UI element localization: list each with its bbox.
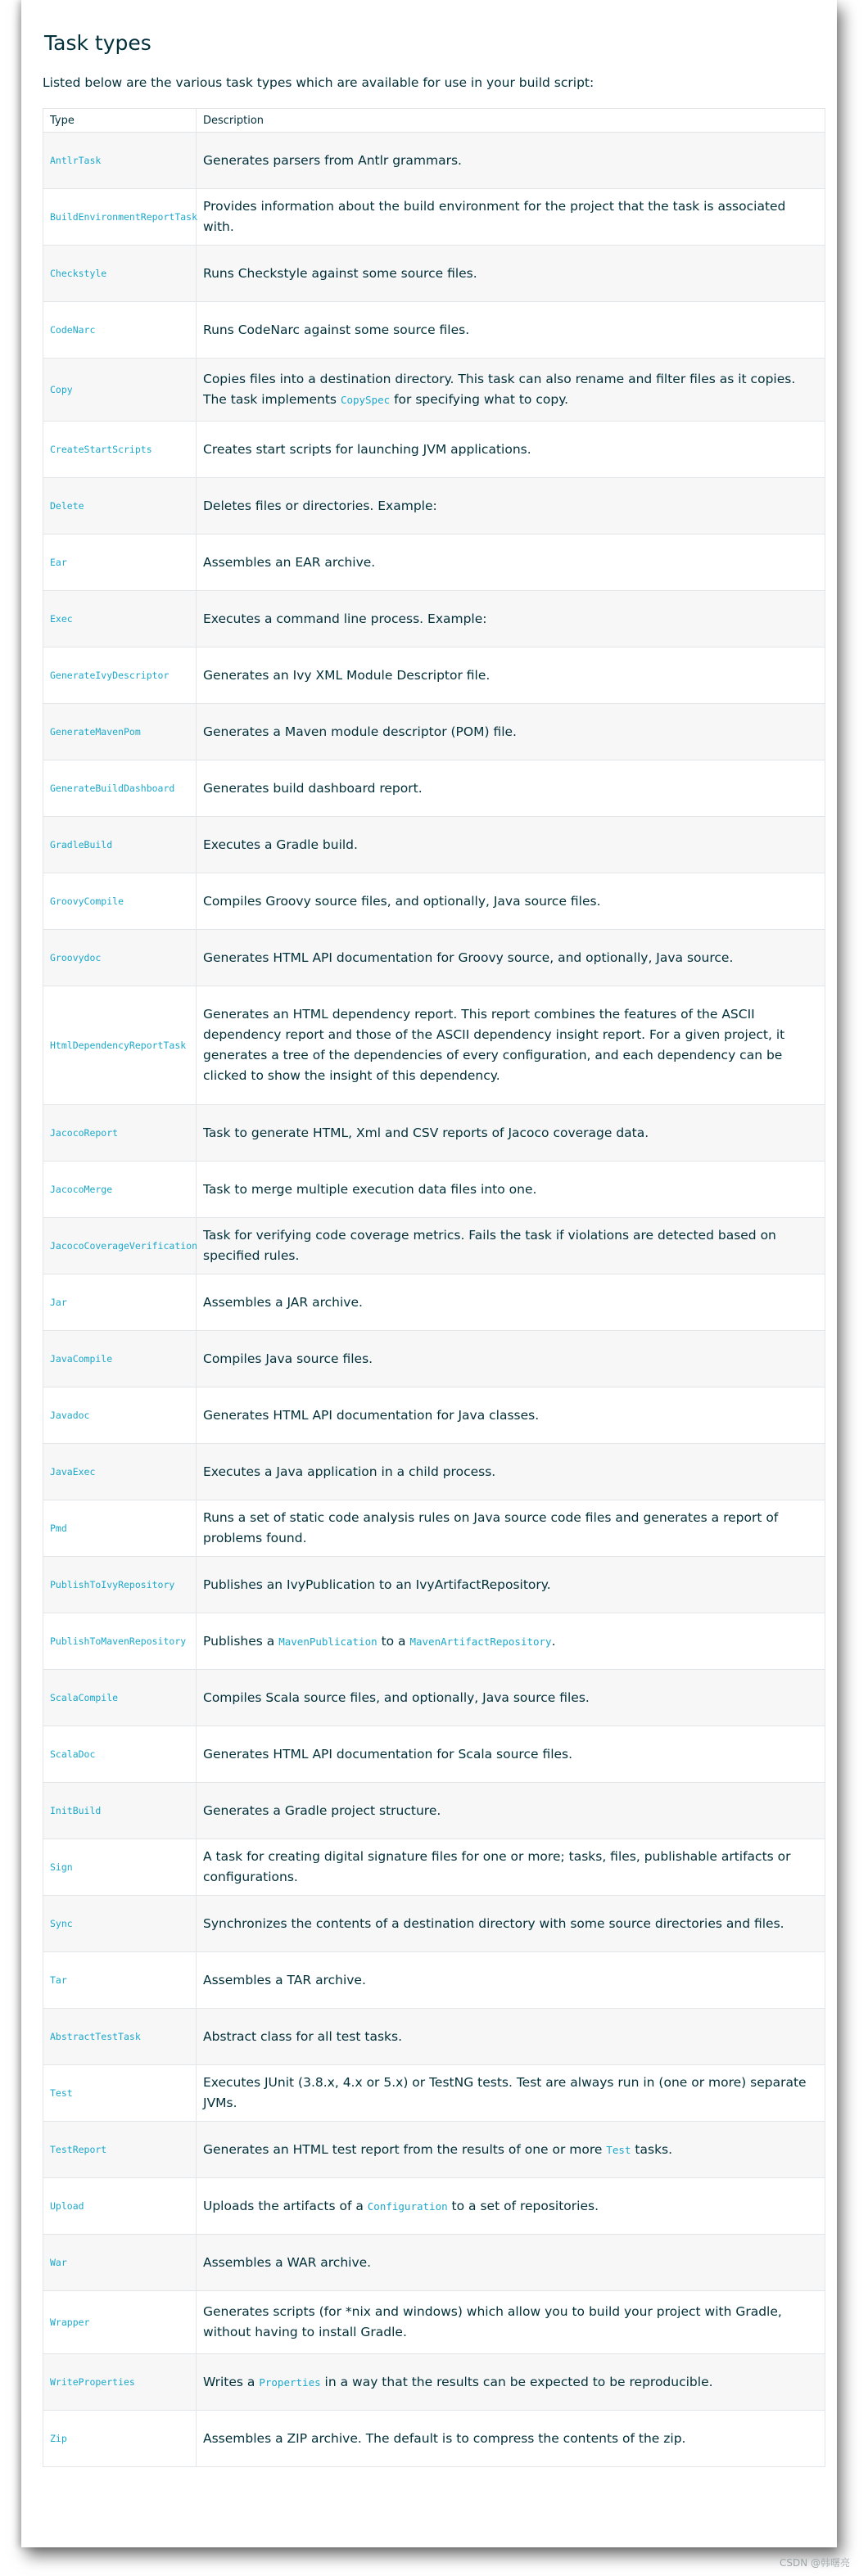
task-type-link[interactable]: Checkstyle <box>50 268 107 279</box>
description-text: Publishes a <box>203 1633 279 1649</box>
task-type-cell <box>43 1500 197 1557</box>
table-row <box>43 478 825 535</box>
task-type-cell <box>43 1726 197 1783</box>
task-type-link[interactable]: Copy <box>50 384 73 395</box>
task-type-link[interactable]: Sign <box>50 1861 73 1873</box>
description-cell <box>197 647 825 704</box>
task-type-cell <box>43 1670 197 1726</box>
description-cell <box>197 1105 825 1162</box>
description-text: . <box>551 1633 556 1649</box>
description-cell <box>197 1162 825 1218</box>
description-cell <box>197 2411 825 2467</box>
description-cell <box>197 535 825 591</box>
description-cell <box>197 2291 825 2354</box>
table-row <box>43 1670 825 1726</box>
task-type-cell <box>43 1783 197 1839</box>
description-text: in a way that the results can be expected to be reproducible. <box>320 2374 713 2389</box>
task-type-cell <box>43 591 197 647</box>
task-type-link[interactable]: Tar <box>50 1974 67 1986</box>
description-cell <box>197 478 825 535</box>
description-cell <box>197 133 825 189</box>
table-row <box>43 1500 825 1557</box>
description-cell <box>197 873 825 930</box>
task-type-link[interactable]: GenerateMavenPom <box>50 726 141 738</box>
task-type-link[interactable]: AbstractTestTask <box>50 2031 141 2042</box>
task-type-cell <box>43 930 197 986</box>
description-text: Generates a Gradle project structure. <box>203 1802 441 1818</box>
task-type-link[interactable]: Upload <box>50 2200 84 2212</box>
description-cell <box>197 760 825 817</box>
task-type-link[interactable]: HtmlDependencyReportTask <box>50 1040 187 1051</box>
table-row <box>43 1783 825 1839</box>
task-type-cell <box>43 1557 197 1613</box>
description-text: Generates parsers from Antlr grammars. <box>203 152 462 168</box>
table-row <box>43 2291 825 2354</box>
task-type-link[interactable]: GenerateIvyDescriptor <box>50 670 170 681</box>
document-sheet <box>21 0 837 2547</box>
description-text: Generates a Maven module descriptor (POM) file. <box>203 724 517 739</box>
table-row <box>43 1162 825 1218</box>
description-text: Assembles an EAR archive. <box>203 554 376 570</box>
description-cell <box>197 189 825 246</box>
description-cell <box>197 2122 825 2178</box>
table-row <box>43 1896 825 1952</box>
task-type-link[interactable]: ScalaCompile <box>50 1692 119 1703</box>
table-row <box>43 930 825 986</box>
table-row <box>43 1387 825 1444</box>
table-row <box>43 302 825 359</box>
table-header-row <box>43 109 825 133</box>
table-row <box>43 2009 825 2065</box>
task-type-cell <box>43 1162 197 1218</box>
description-cell <box>197 1387 825 1444</box>
table-row <box>43 133 825 189</box>
table-row <box>43 647 825 704</box>
description-cell <box>197 2065 825 2122</box>
description-text: Compiles Java source files. <box>203 1351 373 1366</box>
task-type-cell <box>43 2411 197 2467</box>
table-row <box>43 2122 825 2178</box>
task-type-link[interactable]: Delete <box>50 500 84 512</box>
task-type-link[interactable]: Jar <box>50 1297 67 1308</box>
description-cell <box>197 1952 825 2009</box>
task-type-cell <box>43 1105 197 1162</box>
table-row <box>43 189 825 246</box>
table-row <box>43 1613 825 1670</box>
task-type-link[interactable]: CreateStartScripts <box>50 444 152 455</box>
task-type-cell <box>43 302 197 359</box>
description-cell <box>197 2354 825 2411</box>
description-text: Task for verifying code coverage metrics. Fails the task if violations are detected based on specified rules. <box>203 1228 776 1263</box>
description-text: Executes JUnit (3.8.x, 4.x or 5.x) or TestNG tests. Test are always run in (one or more) separate JVMs. <box>203 2075 807 2110</box>
watermark: CSDN @韩曙亮 <box>779 2557 850 2569</box>
inline-code-link[interactable]: MavenPublication <box>278 1635 377 1648</box>
description-text: Writes a <box>203 2374 260 2389</box>
task-type-cell <box>43 2235 197 2291</box>
task-type-link[interactable]: GenerateBuildDashboard <box>50 783 175 794</box>
task-type-link[interactable]: BuildEnvironmentReportTask <box>50 211 198 223</box>
description-text: Runs CodeNarc against some source files. <box>203 322 470 337</box>
description-text: Copies files into a destination directory. This task can also rename and filter files as it copies. The task implements <box>203 372 796 407</box>
description-text: Generates an Ivy XML Module Descriptor file. <box>203 667 491 683</box>
inline-code-link[interactable]: Test <box>606 2143 631 2156</box>
task-type-link[interactable]: JacocoMerge <box>50 1184 113 1195</box>
task-type-cell <box>43 1387 197 1444</box>
description-cell <box>197 1613 825 1670</box>
table-row <box>43 986 825 1105</box>
intro-text: Listed below are the various task types which are available for use in your build script: <box>43 75 594 90</box>
description-cell <box>197 2235 825 2291</box>
description-cell <box>197 359 825 422</box>
description-cell <box>197 1557 825 1613</box>
description-cell <box>197 1726 825 1783</box>
task-type-link[interactable]: PublishToMavenRepository <box>50 1635 187 1647</box>
task-type-cell <box>43 189 197 246</box>
task-type-link[interactable]: TestReport <box>50 2144 107 2155</box>
task-type-cell <box>43 2065 197 2122</box>
task-type-cell <box>43 2178 197 2235</box>
description-text: for specifying what to copy. <box>390 392 569 407</box>
description-text: A task for creating digital signature files for one or more; tasks, files, publishable artifacts or configurations. <box>203 1849 791 1884</box>
task-type-link[interactable]: Exec <box>50 613 73 625</box>
description-cell <box>197 930 825 986</box>
description-text: Assembles a ZIP archive. The default is to compress the contents of the zip. <box>203 2430 686 2446</box>
table-row <box>43 422 825 478</box>
description-text: to a <box>377 1633 410 1649</box>
table-row <box>43 704 825 760</box>
page-title: Task types <box>44 31 151 55</box>
table-row <box>43 1105 825 1162</box>
task-type-link[interactable]: Javadoc <box>50 1410 90 1421</box>
table-row <box>43 2354 825 2411</box>
description-text: Task to generate HTML, Xml and CSV reports of Jacoco coverage data. <box>203 1125 649 1140</box>
table-row <box>43 1331 825 1387</box>
task-type-cell <box>43 647 197 704</box>
table-row <box>43 359 825 422</box>
task-type-link[interactable]: Sync <box>50 1918 73 1929</box>
task-type-cell <box>43 1218 197 1274</box>
description-text: Generates HTML API documentation for Groovy source, and optionally, Java source. <box>203 950 734 965</box>
inline-code-link[interactable]: Configuration <box>367 2199 448 2213</box>
description-text: Uploads the artifacts of a <box>203 2198 368 2213</box>
description-text: Publishes an IvyPublication to an IvyArtifactRepository. <box>203 1577 551 1592</box>
task-type-cell <box>43 873 197 930</box>
description-text: to a set of repositories. <box>447 2198 599 2213</box>
description-cell <box>197 704 825 760</box>
task-type-link[interactable]: War <box>50 2257 67 2268</box>
task-type-link[interactable]: Ear <box>50 557 67 568</box>
table-row <box>43 1274 825 1331</box>
task-type-cell <box>43 1331 197 1387</box>
description-text: Runs a set of static code analysis rules on Java source code files and generates a report of problems found. <box>203 1510 779 1545</box>
table-row <box>43 1726 825 1783</box>
table-row <box>43 760 825 817</box>
description-text: Generates an HTML dependency report. This report combines the features of the ASCII dependency report and those of the ASCII dependency insight report. For a given project, it generates a tree of the dependencies of every configuration, and each dependency can be clicked to show the insight of this dependency. <box>203 1007 785 1083</box>
description-text: Abstract class for all test tasks. <box>203 2028 402 2044</box>
description-text: Generates scripts (for *nix and windows) which allow you to build your project with Gradle, without having to install Gradle. <box>203 2304 782 2339</box>
description-cell <box>197 1783 825 1839</box>
description-text: Assembles a JAR archive. <box>203 1294 363 1310</box>
description-text: Deletes files or directories. Example: <box>203 498 437 513</box>
description-text: Executes a Java application in a child process. <box>203 1464 496 1479</box>
task-type-link[interactable]: GradleBuild <box>50 839 113 850</box>
task-type-cell <box>43 2009 197 2065</box>
description-text: Compiles Scala source files, and optionally, Java source files. <box>203 1690 590 1705</box>
task-type-cell <box>43 2354 197 2411</box>
description-cell <box>197 986 825 1105</box>
description-cell <box>197 1839 825 1896</box>
description-cell <box>197 1896 825 1952</box>
task-type-link[interactable]: PublishToIvyRepository <box>50 1579 175 1590</box>
description-text: tasks. <box>631 2141 673 2157</box>
table-row <box>43 535 825 591</box>
description-cell <box>197 2178 825 2235</box>
task-type-cell <box>43 2122 197 2178</box>
task-type-cell <box>43 817 197 873</box>
description-text: Generates build dashboard report. <box>203 780 423 796</box>
inline-code-link[interactable]: MavenArtifactRepository <box>409 1635 552 1648</box>
description-text: Task to merge multiple execution data files into one. <box>203 1181 537 1197</box>
description-text: Provides information about the build environment for the project that the task is associated with. <box>203 199 786 234</box>
table-row <box>43 2411 825 2467</box>
description-text: Executes a command line process. Example: <box>203 611 487 626</box>
column-header-description: Description <box>197 109 825 133</box>
table-row <box>43 1952 825 2009</box>
description-cell <box>197 1670 825 1726</box>
task-type-cell <box>43 760 197 817</box>
table-row <box>43 1839 825 1896</box>
description-text: Executes a Gradle build. <box>203 837 358 852</box>
description-text: Assembles a WAR archive. <box>203 2254 372 2270</box>
task-types-table <box>43 108 825 2467</box>
description-text: Compiles Groovy source files, and optionally, Java source files. <box>203 893 601 909</box>
description-cell <box>197 302 825 359</box>
task-type-cell <box>43 704 197 760</box>
inline-code-link[interactable]: Properties <box>259 2375 321 2389</box>
task-type-cell <box>43 1444 197 1500</box>
description-cell <box>197 2009 825 2065</box>
table-row <box>43 2065 825 2122</box>
table-row <box>43 591 825 647</box>
task-type-link[interactable]: Pmd <box>50 1523 67 1534</box>
task-type-cell <box>43 2291 197 2354</box>
task-type-link[interactable]: JacocoCoverageVerification <box>50 1240 198 1252</box>
description-cell <box>197 1274 825 1331</box>
task-type-cell <box>43 1274 197 1331</box>
task-type-link[interactable]: JacocoReport <box>50 1127 119 1139</box>
task-type-cell <box>43 535 197 591</box>
table-row <box>43 1444 825 1500</box>
table-row <box>43 1557 825 1613</box>
task-type-cell <box>43 133 197 189</box>
task-type-cell <box>43 1952 197 2009</box>
description-cell <box>197 1218 825 1274</box>
task-type-cell <box>43 359 197 422</box>
task-type-cell <box>43 1613 197 1670</box>
description-text: Generates HTML API documentation for Scala source files. <box>203 1746 573 1762</box>
task-type-link[interactable]: WriteProperties <box>50 2376 135 2388</box>
description-text: Runs Checkstyle against some source files. <box>203 265 477 281</box>
task-type-link[interactable]: GroovyCompile <box>50 896 124 907</box>
task-type-cell <box>43 986 197 1105</box>
task-type-link[interactable]: InitBuild <box>50 1805 102 1816</box>
task-type-link[interactable]: JavaCompile <box>50 1353 113 1365</box>
description-cell <box>197 817 825 873</box>
task-type-link[interactable]: AntlrTask <box>50 155 102 166</box>
description-cell <box>197 422 825 478</box>
table-row <box>43 2178 825 2235</box>
description-cell <box>197 1331 825 1387</box>
description-text: Assembles a TAR archive. <box>203 1972 366 1987</box>
description-cell <box>197 1444 825 1500</box>
task-type-link[interactable]: CodeNarc <box>50 324 96 336</box>
column-header-type: Type <box>43 109 197 133</box>
description-text: Creates start scripts for launching JVM applications. <box>203 441 531 457</box>
description-text: Synchronizes the contents of a destination directory with some source directories and files. <box>203 1915 784 1931</box>
table-row <box>43 2235 825 2291</box>
table-row <box>43 817 825 873</box>
description-text: Generates an HTML test report from the results of one or more <box>203 2141 607 2157</box>
task-type-cell <box>43 422 197 478</box>
task-type-link[interactable]: Test <box>50 2087 73 2099</box>
description-cell <box>197 591 825 647</box>
task-type-link[interactable]: Wrapper <box>50 2317 90 2328</box>
task-type-link[interactable]: Groovydoc <box>50 952 102 963</box>
description-cell <box>197 246 825 302</box>
description-text: Generates HTML API documentation for Java classes. <box>203 1407 540 1423</box>
task-type-cell <box>43 246 197 302</box>
task-type-cell <box>43 1896 197 1952</box>
description-cell <box>197 1500 825 1557</box>
table-row <box>43 246 825 302</box>
inline-code-link[interactable]: CopySpec <box>340 394 391 406</box>
task-type-cell <box>43 1839 197 1896</box>
table-row <box>43 1218 825 1274</box>
task-type-link[interactable]: JavaExec <box>50 1466 96 1477</box>
task-type-link[interactable]: ScalaDoc <box>50 1748 96 1760</box>
task-type-link[interactable]: Zip <box>50 2433 67 2444</box>
table-row <box>43 873 825 930</box>
task-type-cell <box>43 478 197 535</box>
